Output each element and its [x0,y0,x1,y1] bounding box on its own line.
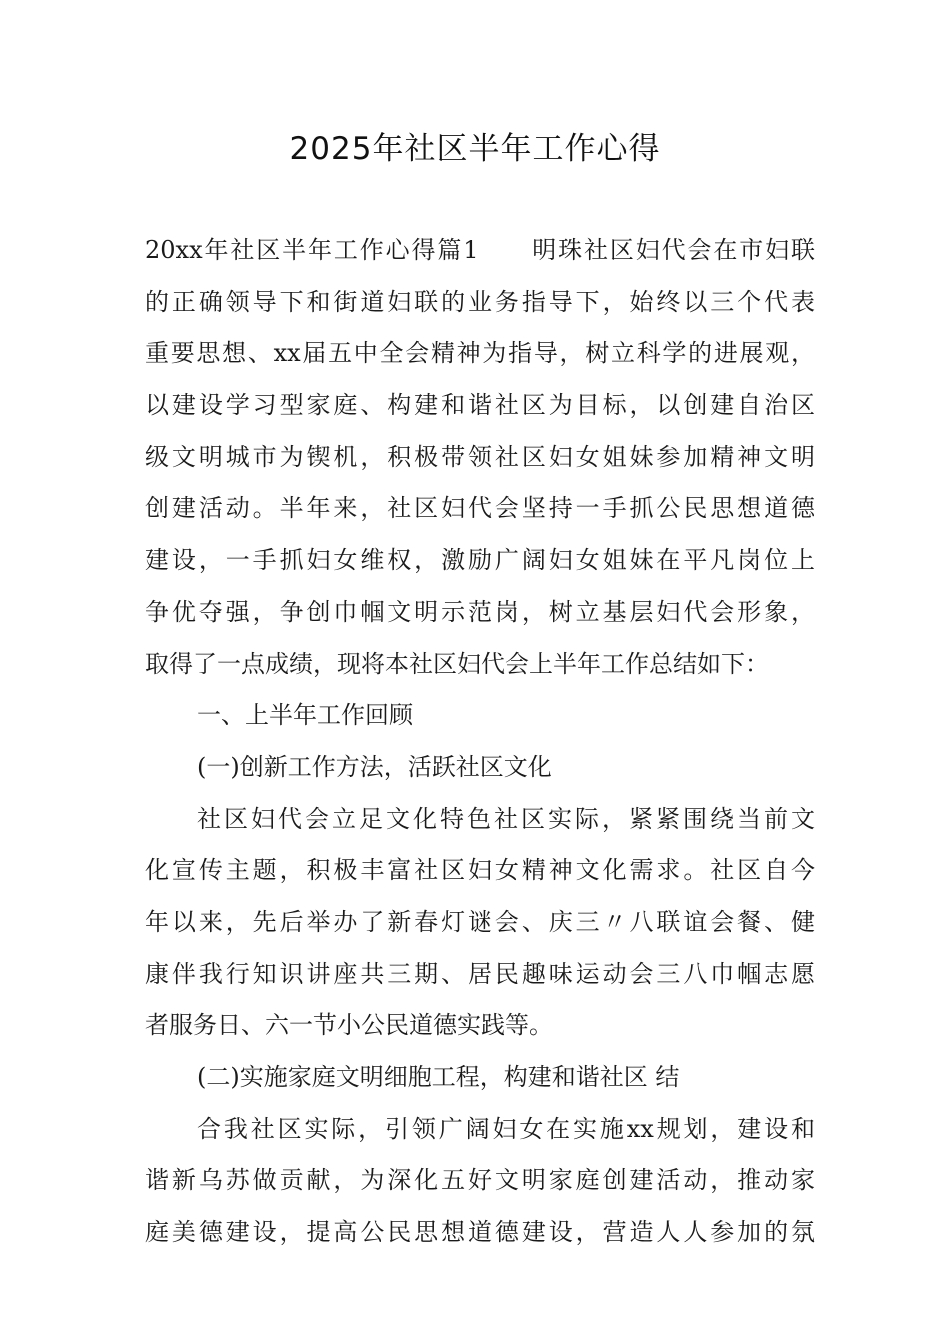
body-line: 争优夺强，争创巾帼文明示范岗，树立基层妇代会形象， [145,597,815,626]
document-body [145,225,815,1259]
document-title: 2025年社区半年工作心得 [289,131,661,167]
body-line: 级文明城市为锲机，积极带领社区妇女姐妹参加精神文明 [145,442,815,471]
body-line: 合我社区实际，引领广阔妇女在实施xx规划，建设和 [197,1114,815,1143]
body-line: 社区妇代会立足文化特色社区实际，紧紧围绕当前文 [197,804,815,833]
body-line: 化宣传主题，积极丰富社区妇女精神文化需求。社区自今 [145,856,815,885]
body-line: (二)实施家庭文明细胞工程，构建和谐社区 结 [197,1063,680,1091]
body-line: 建设，一手抓妇女维权，激励广阔妇女姐妹在平凡岗位上 [145,546,815,575]
body-line: 以建设学习型家庭、构建和谐社区为目标，以创建自治区 [145,391,815,420]
body-line: 谐新乌苏做贡献，为深化五好文明家庭创建活动，推动家 [145,1166,815,1195]
body-line: 的正确领导下和街道妇联的业务指导下，始终以三个代表 [145,287,815,316]
body-line: (一)创新工作方法，活跃社区文化 [197,752,552,781]
body-line: 康伴我行知识讲座共三期、居民趣味运动会三八巾帼志愿 [145,959,815,988]
body-line: 庭美德建设，提高公民思想道德建设，营造人人参加的氛 [145,1218,815,1247]
body-line: 者服务日、六一节小公民道德实践等。 [145,1011,553,1040]
body-line: 创建活动。半年来，社区妇代会坚持一手抓公民思想道德 [145,494,815,523]
body-line: 取得了一点成绩，现将本社区妇代会上半年工作总结如下： [145,649,769,678]
body-line: 年以来，先后举办了新春灯谜会、庆三〃八联谊会餐、健 [145,907,815,936]
body-line: 一、上半年工作回顾 [197,701,413,730]
body-line: 重要思想、xx届五中全会精神为指导，树立科学的进展观， [145,339,815,368]
body-line: 20xx年社区半年工作心得篇1 明珠社区妇代会在市妇联 [145,236,815,264]
